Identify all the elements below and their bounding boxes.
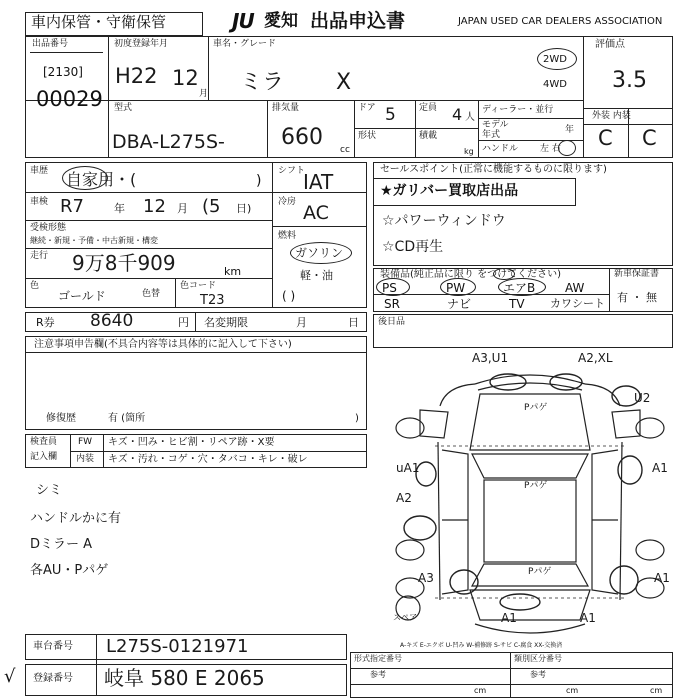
equip-ps-circle xyxy=(376,278,410,296)
color-value: ゴールド xyxy=(58,289,106,303)
car-use-value: 自家用・( xyxy=(66,170,137,189)
cooler-value: AC xyxy=(303,202,329,224)
divider xyxy=(25,352,367,353)
divider xyxy=(350,668,673,669)
divider xyxy=(354,128,478,129)
reg-label: 登録番号 xyxy=(33,673,73,684)
equip-pw: PW xyxy=(446,281,466,295)
lot-small-number: [2130] xyxy=(43,65,83,79)
exterior-grade: C xyxy=(598,126,613,150)
dmg-bottom-a: A1 xyxy=(501,611,517,625)
note-1: シミ xyxy=(36,483,63,498)
equipment-label: 装備品(純正品に限り をつけてください) xyxy=(380,269,561,280)
postscript-box xyxy=(373,314,673,348)
warranty-options: 有 ・ 無 xyxy=(617,291,657,304)
model-grade-label: 車名・グレード xyxy=(213,39,277,49)
dmg-right-top: U2 xyxy=(634,391,651,405)
fw-items: キズ・凹み・ヒビ割・リペア跡・X要 xyxy=(108,437,275,448)
door-value: 5 xyxy=(385,105,396,125)
yen-label: 円 xyxy=(178,316,189,329)
fuel-paren: ( ) xyxy=(282,289,296,303)
divider xyxy=(267,100,268,158)
handle-lr: 左 右 xyxy=(540,144,561,154)
divider xyxy=(175,278,176,308)
equip-kawasheet: カワシート xyxy=(550,297,605,310)
divider xyxy=(25,100,583,101)
note-4: 各AU・Pパゲ xyxy=(30,563,109,578)
ref-label-1: 参考 xyxy=(370,670,386,679)
notes-label: 注意事項申告欄(不具合内容等は具体的に記入して下さい) xyxy=(34,339,292,350)
name-change-day: 日 xyxy=(348,316,359,329)
kg-label: kg xyxy=(464,147,474,156)
dmg-front-right: A2,XL xyxy=(578,351,613,365)
capacity-unit: 人 xyxy=(465,112,475,123)
grade-label: 評価点 xyxy=(595,39,625,50)
insp-day-unit: 日) xyxy=(236,202,252,215)
divider xyxy=(70,434,71,468)
model-year-label: モデル xyxy=(482,120,509,130)
reg-value: 岐阜 580 E 2065 xyxy=(104,666,265,690)
insp-era: R7 xyxy=(60,196,84,217)
load-label: 積載 xyxy=(419,131,438,141)
chassis-label: 車台番号 xyxy=(33,641,73,652)
handle-right-circle xyxy=(558,140,576,156)
dmg-left-mid: uA1 xyxy=(396,461,420,475)
car-name: ミラ xyxy=(240,70,285,95)
color-label: 色 xyxy=(30,281,40,291)
equip-pw-circle xyxy=(440,278,476,296)
shape-label: 形状 xyxy=(358,131,377,141)
cm-label-1: cm xyxy=(474,686,487,695)
equip-sr: SR xyxy=(384,297,400,311)
mileage-value: 9万8千909 xyxy=(72,251,176,275)
sales-point-1: ☆パワーウィンドウ xyxy=(382,213,506,229)
year-unit: 年 xyxy=(565,125,575,135)
insp-month: 12 xyxy=(143,196,166,217)
equip-airbag-circle xyxy=(498,278,546,296)
divider xyxy=(415,100,416,158)
lot-no-label: 出品番号 xyxy=(32,39,69,49)
mileage-label: 走行 xyxy=(30,251,49,261)
insp-year-unit: 年 xyxy=(114,202,125,215)
dmg-trunk: Pパゲ xyxy=(528,567,552,577)
divider xyxy=(583,36,584,158)
equip-aw: AW xyxy=(565,281,585,295)
dmg-right-low: A1 xyxy=(654,571,670,585)
displacement-label: 排気量 xyxy=(272,103,300,113)
fuel-options: 軽・油 xyxy=(300,269,333,282)
ju-logo: JU xyxy=(232,9,254,33)
fuel-label: 燃料 xyxy=(278,231,297,241)
drive-4wd: 4WD xyxy=(543,79,567,90)
inspection-label: 車検 xyxy=(30,197,49,207)
dmg-bottom-b: A1 xyxy=(580,611,596,625)
entry-label: 記入欄 xyxy=(30,452,58,462)
dmg-front-left: A3,U1 xyxy=(472,351,509,365)
divider xyxy=(25,220,272,221)
divider xyxy=(30,52,103,53)
sales-point-2: ☆CD再生 xyxy=(382,239,444,255)
shapes-label: 形式指定番号 xyxy=(354,654,402,663)
side-check-mark: √ xyxy=(4,666,16,687)
dmg-roof: Pパゲ xyxy=(524,481,548,491)
storage-label: 車内保管・守衛保管 xyxy=(31,13,167,31)
note-3: Dミラー A xyxy=(30,537,93,552)
interior-items: キズ・汚れ・コゲ・穴・タバコ・キレ・破レ xyxy=(108,454,308,465)
car-use-label: 車歴 xyxy=(30,166,49,176)
dmg-left-low: A2 xyxy=(396,491,412,505)
type-label: 型式 xyxy=(114,103,133,113)
divider xyxy=(25,248,272,249)
damage-legend: A-キズ E-エクボ U-凹み W-補修跡 S-サビ C-腐食 XX-交換済 xyxy=(400,642,563,649)
color-change-label: 色替 xyxy=(142,289,161,299)
document-title: 出品申込書 xyxy=(310,10,406,32)
km-label: km xyxy=(224,265,242,278)
cm-label-3: cm xyxy=(650,686,663,695)
year-label: 年式 xyxy=(482,130,501,140)
receive-options: 継続・新規・予備・中古新規・構変 xyxy=(30,236,158,245)
insp-day: (5 xyxy=(202,196,221,217)
divider xyxy=(195,312,196,332)
first-reg-label: 初度登録年月 xyxy=(114,39,169,49)
car-use-circle xyxy=(62,166,108,190)
reg-month-unit: 月 xyxy=(199,89,209,99)
divider xyxy=(208,36,209,100)
divider xyxy=(272,226,367,227)
divider xyxy=(350,684,673,685)
divider xyxy=(609,268,610,312)
dmg-right-mid: A1 xyxy=(652,461,668,475)
divider xyxy=(272,162,273,308)
recycle-row xyxy=(25,312,367,332)
notes-box xyxy=(25,336,367,430)
postscript-label: 後日品 xyxy=(378,317,406,327)
name-change-label: 名変期限 xyxy=(204,316,248,329)
equip-airbag: エアB xyxy=(503,281,536,295)
name-change-month: 月 xyxy=(296,316,307,329)
grade-letter: X xyxy=(336,70,352,95)
car-use-close: ) xyxy=(256,173,262,189)
cooler-label: 冷房 xyxy=(278,197,297,207)
reg-era: H22 xyxy=(115,64,158,88)
equip-tv: TV xyxy=(509,297,525,311)
divider xyxy=(478,100,479,158)
capacity-value: 4 xyxy=(452,105,463,124)
shift-label: シフト xyxy=(278,166,306,176)
equip-ps: PS xyxy=(382,281,397,295)
cc-label: cc xyxy=(340,145,350,155)
cc-value: 660 xyxy=(281,125,323,150)
brand-name: 愛知 xyxy=(264,11,298,31)
divider xyxy=(478,118,583,119)
spare-label: スペア xyxy=(393,613,417,622)
drive-2wd-circle xyxy=(537,48,577,70)
ext-int-label: 外装 内装 xyxy=(592,111,631,121)
divider xyxy=(103,434,104,468)
repair-value: 有 (箇所 xyxy=(108,413,146,424)
association-name: JAPAN USED CAR DEALERS ASSOCIATION xyxy=(458,16,663,27)
cm-label-2: cm xyxy=(566,686,579,695)
lot-number: 00029 xyxy=(36,87,103,111)
dealer-label: ディーラー・並行 xyxy=(482,105,554,115)
interior-grade: C xyxy=(642,126,657,150)
doors-label: ドア xyxy=(358,103,376,113)
divider xyxy=(25,278,272,279)
new-warranty-label: 新車保証書 xyxy=(614,269,660,279)
chassis-value: L275S-0121971 xyxy=(106,636,249,657)
divider xyxy=(70,451,367,452)
divider xyxy=(510,652,511,698)
recycle-value: 8640 xyxy=(90,311,134,331)
capacity-label: 定員 xyxy=(419,103,438,113)
repair-close: ) xyxy=(355,413,359,424)
type-code: DBA-L275S- xyxy=(112,131,225,153)
ref-label-2: 参考 xyxy=(530,670,546,679)
sales-point-label: セールスポイント(正常に機能するものに限ります) xyxy=(380,164,607,175)
gulliver-stamp-text: ★ガリバー買取店出品 xyxy=(380,183,519,199)
interior-label: 内装 xyxy=(76,454,95,464)
insp-month-unit: 月 xyxy=(177,202,188,215)
class-label: 類別区分番号 xyxy=(514,654,562,663)
equip-navi: ナビ xyxy=(447,297,472,311)
divider xyxy=(108,36,109,158)
inspector-label: 検査員 xyxy=(30,437,58,447)
fw-label: FW xyxy=(78,437,93,447)
color-code-label: 色コード xyxy=(180,281,217,291)
fuel-circle xyxy=(290,242,352,264)
recycle-label: R券 xyxy=(36,316,55,329)
repair-label: 修復歴 xyxy=(46,413,76,424)
handle-label: ハンドル xyxy=(482,144,519,154)
drive-2wd: 2WD xyxy=(543,54,567,65)
color-code-value: T23 xyxy=(200,293,225,308)
divider xyxy=(354,100,355,158)
dmg-hood: Pパゲ xyxy=(524,403,548,413)
receive-label: 受検形態 xyxy=(30,223,67,233)
dmg-left-rear: A3 xyxy=(418,571,434,585)
shift-value: IAT xyxy=(303,170,334,194)
note-2: ハンドルかに有 xyxy=(30,511,122,526)
reg-month: 12 xyxy=(172,66,199,90)
fuel-value: ガソリン xyxy=(295,246,344,260)
score: 3.5 xyxy=(612,68,647,93)
